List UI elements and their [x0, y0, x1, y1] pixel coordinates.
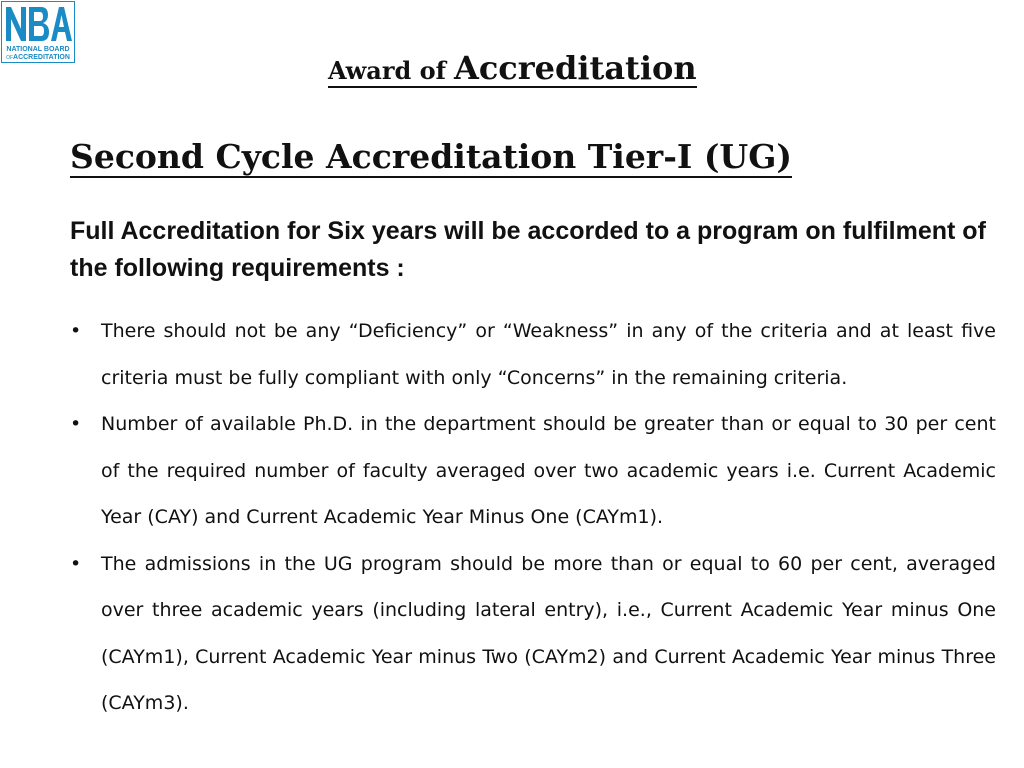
logo-caption-line1: NATIONAL BOARD [6, 46, 70, 53]
logo-caption-accreditation: ACCREDITATION [13, 54, 70, 61]
list-item [70, 401, 996, 541]
bullet-icon: • [70, 320, 82, 342]
title-prefix: Award of [328, 56, 446, 85]
intro-statement: Full Accreditation for Six years will be accorded to a program on fulfilment of the following requirements : [70, 217, 986, 282]
section-heading: Second Cycle Accreditation Tier-I (UG) [70, 137, 793, 176]
page-title [328, 49, 697, 88]
requirements-list [70, 308, 996, 727]
logo-caption-line2 [1, 54, 75, 61]
list-item-text: Number of available Ph.D. in the department should be greater than or equal to 30 per cent of the required number of faculty averaged over two academic years i.e. Current Academic Year (CAY) and Current Academic Year Minus One (CAYm1). [101, 413, 996, 528]
list-item [70, 541, 996, 727]
bullet-icon: • [70, 552, 82, 575]
nba-logo [1, 1, 75, 63]
title-main: Accreditation [453, 49, 697, 87]
bullet-icon: • [70, 413, 82, 435]
list-item-text: There should not be any “Deficiency” or “Weakness” in any of the criteria and at least five criteria must be fully compliant with only “Concerns” in the remaining criteria. [101, 320, 996, 389]
list-item [70, 308, 996, 401]
list-item-text: The admissions in the UG program should be more than or equal to 60 per cent, averaged over three academic years (including lateral entry), i.e., Current Academic Year minus One (CAYm1), Current Academic Year minus Two (CAYm2) and Current Academic Year minus Three (CAYm3). [101, 552, 996, 714]
logo-caption-of: OF [6, 55, 14, 61]
